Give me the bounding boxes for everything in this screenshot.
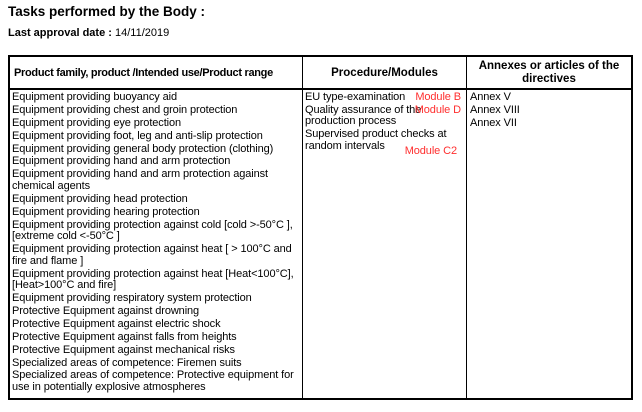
last-approval-date-label: Last approval date : — [8, 27, 112, 39]
product-family-item: Equipment providing eye protection — [12, 116, 182, 129]
tasks-table-header-row — [10, 57, 631, 90]
product-family-item: Specialized areas of competence: Firemen suits — [12, 356, 242, 369]
product-family-item: Equipment providing hand and arm protection — [12, 155, 231, 168]
product-family-item: Equipment providing hearing protection — [12, 205, 200, 218]
product-family-item: Equipment providing protection against heat [Heat<100°C], [Heat>100°C and fire] — [12, 267, 294, 292]
product-family-item: Equipment providing hand and arm protection against chemical agents — [12, 168, 269, 192]
product-family-column — [10, 90, 303, 398]
procedure-modules-column — [303, 90, 467, 398]
module-label: Module B — [415, 91, 461, 103]
page-title: Tasks performed by the Body : — [8, 4, 206, 19]
product-family-item: Protective Equipment against drowning — [12, 304, 200, 317]
product-family-item: Equipment providing foot, leg and anti-slip protection — [12, 129, 263, 142]
product-family-item: Equipment providing respiratory system protection — [12, 292, 252, 305]
annex-item: Annex VII — [470, 116, 517, 129]
product-family-item: Equipment providing head protection — [12, 192, 188, 205]
module-label: Module C2 — [404, 145, 457, 157]
product-family-item: Equipment providing general body protection (clothing) — [12, 142, 274, 155]
procedure-text: EU type-examination — [305, 91, 406, 103]
annexes-column — [467, 90, 631, 398]
last-approval-date — [8, 27, 169, 39]
last-approval-date-text: 14/11/2019 — [114, 27, 170, 39]
product-family-item: Equipment providing chest and groin protection — [12, 103, 238, 116]
product-family-item: Protective Equipment against mechanical risks — [12, 343, 235, 356]
product-family-item: Equipment providing buoyancy aid — [12, 91, 177, 103]
tasks-table — [8, 55, 633, 400]
product-family-item: Protective Equipment against electric shock — [12, 317, 221, 330]
header-procedure-modules: Procedure/Modules — [303, 57, 467, 88]
product-family-item: Equipment providing protection against cold [cold >-50°C ], [extreme cold <-50°C ] — [12, 218, 293, 243]
module-label: Module D — [414, 104, 461, 116]
header-product-family: Product family, product /Intended use/Product range — [10, 57, 303, 88]
tasks-table-body — [10, 90, 631, 398]
procedure-text: Supervised product checks at random intervals — [305, 128, 447, 152]
annex-item: Annex V — [470, 91, 511, 103]
header-annexes-directives: Annexes or articles of the directives — [478, 59, 620, 85]
annex-item: Annex VIII — [470, 103, 520, 116]
product-family-item: Protective Equipment against falls from heights — [12, 330, 237, 343]
product-family-item: Equipment providing protection against heat [ > 100°C and fire and flame ] — [12, 243, 292, 267]
product-family-item: Specialized areas of competence: Protective equipment for use in potentially explosive atmospheres — [12, 369, 294, 393]
procedure-text: Quality assurance of the production process — [305, 103, 422, 128]
